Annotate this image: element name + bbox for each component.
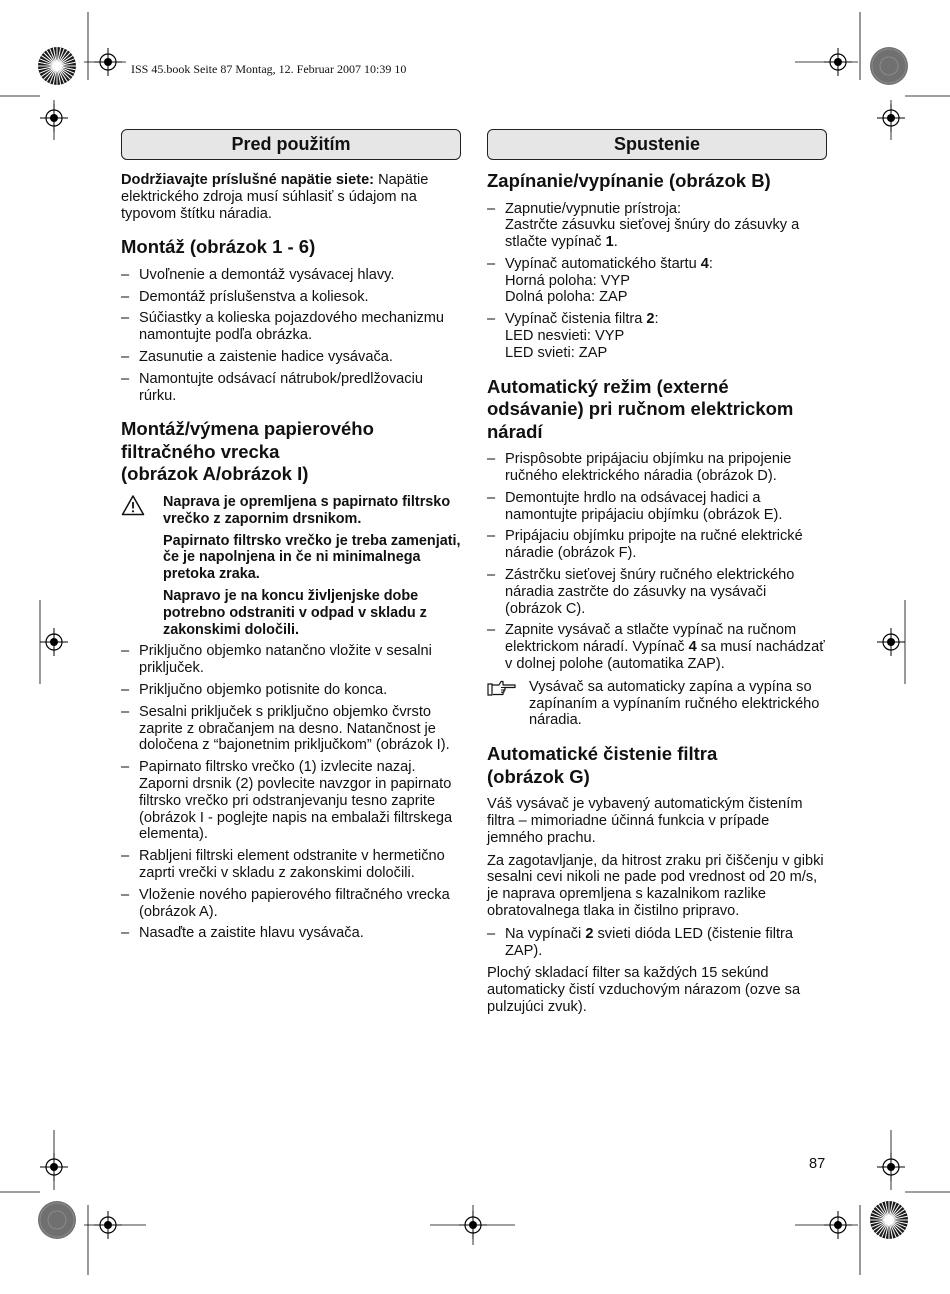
list-item: – Vloženie nového papierového filtračného vrecka (obrázok A). [121, 887, 461, 921]
auto-clean-heading [487, 743, 827, 788]
section-title-startup: Spustenie [487, 129, 827, 160]
auto-mode-heading [487, 376, 827, 444]
switch-number: 2 [646, 311, 655, 328]
item-text: sa musí nachádzať v dolnej polohe (automatika ZAP). [505, 639, 825, 672]
item-text: Vypínač čistenia filtra [505, 311, 647, 328]
list-item [487, 201, 827, 251]
item-text: . [613, 234, 618, 251]
list-item: – Rabljeni filtrski element odstranite v hermetično zaprti vrečki v skladu z zakonskimi določili. [121, 848, 461, 882]
filter-bag-heading [121, 418, 461, 486]
filter-bag-list [121, 643, 461, 942]
warning-text: Napravo je na koncu življenjske dobe potrebno odstraniti v odpad v skladu z zakonskimi določili. [163, 587, 427, 638]
item-line: Dolná poloha: ZAP [505, 289, 628, 306]
heading-line: Montáž/výmena papierového [121, 418, 374, 440]
item-text: Na vypínači [505, 925, 586, 942]
voltage-paragraph [121, 172, 461, 222]
right-column [487, 128, 827, 1022]
page-number: 87 [809, 1156, 826, 1172]
auto-clean-list [487, 926, 827, 960]
list-item: – Sesalni priključek s priključno objemko čvrsto zaprite z obračanjem na desno. Natančnost je določena z “bajonetnim priključkom” (obrázok I). [121, 704, 461, 754]
note-block [487, 679, 827, 729]
auto-clean-paragraph: Za zagotavljanje, da hitrost zraku pri čiščenju v gibki sesalni cevi nikoli ne pade pod vrednost od 20 m/s, je naprava opremljena s kazalnikom razlike obratovalnega tlaka in čistilno pripravo. [487, 852, 824, 919]
auto-mode-list [487, 451, 827, 673]
item-text: : [708, 255, 713, 272]
onoff-list [487, 201, 827, 362]
left-column [121, 128, 461, 948]
switch-number: 1 [605, 234, 614, 251]
list-item: – Prispôsobte pripájaciu objímku na pripojenie ručného elektrického náradia (obrázok D). [487, 451, 827, 485]
item-text: Vypínač automatického štartu [505, 255, 701, 272]
list-item [487, 256, 827, 306]
list-item: – Demontujte hrdlo na odsávacej hadici a namontujte pripájaciu objímku (obrázok E). [487, 490, 827, 524]
assembly-list [121, 267, 461, 405]
assembly-heading: Montáž (obrázok 1 - 6) [121, 236, 316, 258]
heading-line: (obrázok A/obrázok I) [121, 463, 309, 485]
item-text: : [654, 311, 659, 328]
warning-text: Papirnato filtrsko vrečko je treba zamenjati, če je napolnjena in če ni minimalnega pretoka zraka. [163, 532, 461, 583]
list-item: – Pripájaciu objímku pripojte na ručné elektrické náradie (obrázok F). [487, 528, 827, 562]
heading-line: filtračného vrecka [121, 440, 280, 462]
list-item: – Priključno objemko potisnite do konca. [121, 682, 461, 699]
item-line: – Zapnutie/vypnutie prístroja: [505, 200, 682, 217]
item-text: Zapnite vysávač a stlačte vypínač na ručnom elektrickom náradí. Vypínač [505, 622, 797, 656]
warning-block [121, 494, 461, 638]
list-item [487, 622, 827, 672]
heading-line: náradí [487, 420, 543, 442]
heading-line: Automatické čistenie filtra [487, 743, 718, 765]
onoff-heading: Zapínanie/vypínanie (obrázok B) [487, 170, 771, 191]
item-line: LED svieti: ZAP [505, 344, 608, 361]
pointing-hand-icon [487, 679, 517, 697]
list-item: – Zasunutie a zaistenie hadice vysávača. [121, 349, 461, 366]
switch-number: 4 [700, 255, 709, 272]
item-line: LED nesvieti: VYP [505, 328, 625, 345]
item-text: Zastrčte zásuvku sieťovej šnúry do zásuvky a stlačte vypínač [505, 217, 800, 251]
auto-clean-paragraph: Váš vysávač je vybavený automatickým čistením filtra – mimoriadne účinná funkcia v prípade jemného prachu. [487, 796, 803, 846]
auto-clean-paragraph: Plochý skladací filter sa každých 15 sekúnd automaticky čistí vzduchovým nárazom (ozve sa pulzujúci zvuk). [487, 965, 801, 1015]
switch-number: 2 [585, 925, 594, 942]
list-item: – Zástrčku sieťovej šnúry ručného elektrického náradia zastrčte do zásuvky na vysávači (obrázok C). [487, 567, 827, 617]
list-item [487, 311, 827, 361]
item-text: svieti dióda LED (čistenie filtra ZAP). [505, 925, 793, 959]
warning-triangle-icon [121, 494, 145, 516]
heading-line: Automatický režim (externé [487, 375, 729, 397]
voltage-bold: Dodržiavajte príslušné napätie siete: [121, 172, 375, 188]
list-item: – Priključno objemko natančno vložite v sesalni priključek. [121, 643, 461, 677]
list-item: – Namontujte odsávací nátrubok/predlžovaciu rúrku. [121, 371, 461, 405]
list-item: – Demontáž príslušenstva a koliesok. [121, 289, 461, 306]
list-item: – Uvoľnenie a demontáž vysávacej hlavy. [121, 267, 461, 284]
list-item: – Súčiastky a kolieska pojazdového mechanizmu namontujte podľa obrázka. [121, 310, 461, 344]
item-line: Horná poloha: VYP [505, 272, 630, 289]
section-title-before-use: Pred použitím [121, 129, 461, 160]
list-item: – Papirnato filtrsko vrečko (1) izvlecite nazaj. Zaporni drsnik (2) povlecite navzgor in papirnato filtrsko vrečko pri odstranjevanju tesno zaprite (obrázok I - poglejte napis na embalaži filtrskega elementa). [121, 759, 461, 843]
heading-line: odsávanie) pri ručnom elektrickom [487, 398, 794, 420]
print-info-line: ISS 45.book Seite 87 Montag, 12. Februar 2007 10:39 10 [131, 62, 407, 76]
note-text: Vysávač sa automaticky zapína a vypína so zapínaním a vypínaním ručného elektrického náradia. [529, 678, 820, 729]
list-item [487, 926, 827, 960]
heading-line: (obrázok G) [487, 765, 590, 787]
voltage-text: Napätie elektrického zdroja musí súhlasiť s údajom na typovom štítku náradia. [121, 172, 429, 222]
switch-number: 4 [688, 639, 697, 656]
list-item: – Nasaďte a zaistite hlavu vysávača. [121, 925, 461, 942]
warning-text: Naprava je opremljena s papirnato filtrsko vrečko z zapornim drsnikom. [163, 493, 451, 527]
